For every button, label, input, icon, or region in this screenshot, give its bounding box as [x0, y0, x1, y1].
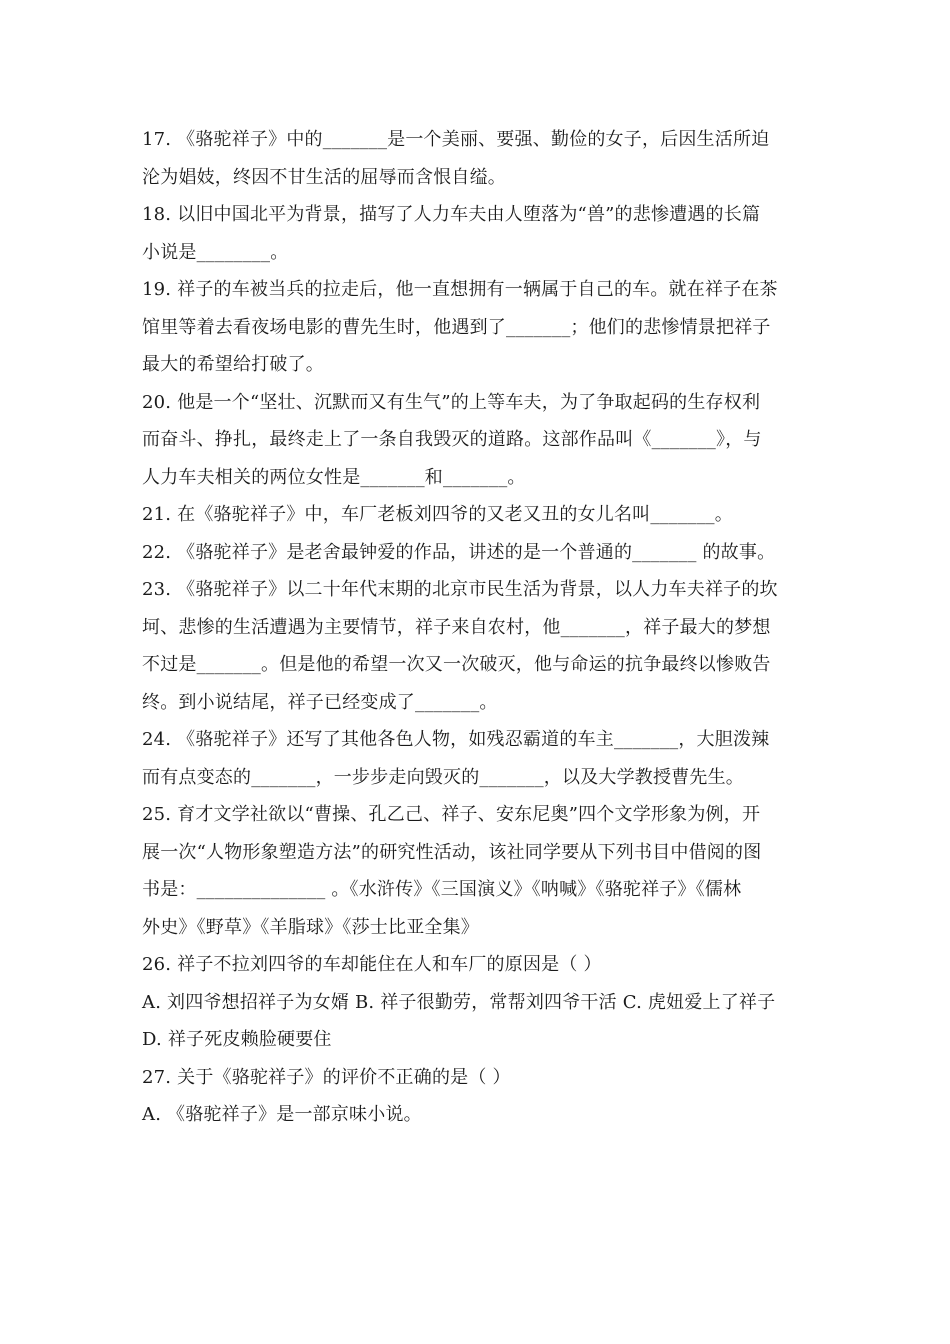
- text-line: 而奋斗、挣扎，最终走上了一条自我毁灭的道路。这部作品叫《_______》，与: [142, 429, 762, 450]
- text-line: 而有点变态的_______，一步步走向毁灭的_______，以及大学教授曹先生。: [142, 766, 744, 788]
- text-line: 22. 《骆驼祥子》是老舍最钟爱的作品，讲述的是一个普通的_______ 的故事。: [142, 541, 776, 563]
- text-line: 小说是________。: [142, 241, 289, 263]
- text-line: 展一次“人物形象塑造方法”的研究性活动，该社同学要从下列书目中借阅的图: [142, 841, 762, 863]
- text-line: 19. 祥子的车被当兵的拉走后，他一直想拥有一辆属于自己的车。就在祥子在茶: [142, 279, 778, 300]
- text-line: 馆里等着去看夜场电影的曹先生时，他遇到了_______；他们的悲惨情景把祥子: [142, 316, 771, 338]
- text-line: 最大的希望给打破了。: [142, 354, 324, 375]
- text-line: 25. 育才文学社欲以“曹操、孔乙己、祥子、安东尼奥”四个文学形象为例，开: [142, 804, 761, 825]
- text-line: 27. 关于《骆驼祥子》的评价不正确的是（ ）: [142, 1066, 511, 1088]
- text-line: 不过是_______。但是他的希望一次又一次破灭，他与命运的抗争最终以惨败告: [142, 654, 771, 675]
- text-line: 20. 他是一个“坚壮、沉默而又有生气”的上等车夫，为了争取起码的生存权利: [142, 391, 761, 413]
- text-line: A. 刘四爷想招祥子为女婿 B. 祥子很勤劳，常帮刘四爷干活 C. 虎妞爱上了祥子: [142, 991, 776, 1013]
- text-line: 坷、悲惨的生活遭遇为主要情节，祥子来自农村，他_______，祥子最大的梦想: [142, 616, 771, 638]
- document-page: [142, 121, 810, 1134]
- text-line: 23. 《骆驼祥子》以二十年代末期的北京市民生活为背景，以人力车夫祥子的坎: [142, 579, 778, 600]
- text-line: A. 《骆驼祥子》是一部京味小说。: [142, 1104, 422, 1125]
- text-line: D. 祥子死皮赖脸硬要住: [142, 1029, 332, 1050]
- text-line: 17. 《骆驼祥子》中的_______是一个美丽、要强、勤俭的女子，后因生活所迫: [142, 129, 770, 150]
- text-line: 终。到小说结尾，祥子已经变成了_______。: [142, 691, 498, 713]
- text-line: 外史》《野草》《羊脂球》《莎士比亚全集》: [142, 916, 479, 938]
- text-line: 26. 祥子不拉刘四爷的车却能住在人和车厂的原因是（ ）: [142, 954, 602, 975]
- text-line: 人力车夫相关的两位女性是_______和_______。: [142, 466, 526, 488]
- text-line: 21. 在《骆驼祥子》中，车厂老板刘四爷的又老又丑的女儿名叫_______。: [142, 504, 733, 525]
- text-line: 沦为娼妓，终因不甘生活的屈辱而含恨自缢。: [142, 166, 506, 188]
- text-line: 24. 《骆驼祥子》还写了其他各色人物，如残忍霸道的车主_______，大胆泼辣: [142, 729, 770, 750]
- text-line: 18. 以旧中国北平为背景，描写了人力车夫由人堕落为“兽”的悲惨遭遇的长篇: [142, 204, 761, 225]
- text-line: 书是：______________ 。《水浒传》《三国演义》《呐喊》《骆驼祥子》《儒林: [142, 879, 742, 900]
